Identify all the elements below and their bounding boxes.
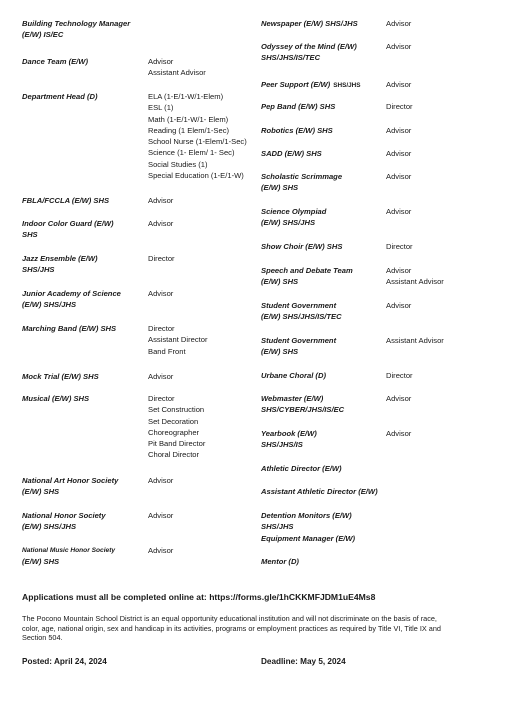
position-title-line: (E/W) SHS/JHS	[22, 300, 77, 310]
role-item: Set Decoration	[148, 416, 199, 426]
position-entry	[22, 218, 173, 241]
role-item: Director	[386, 371, 413, 380]
position-title	[261, 18, 386, 29]
role-item: Advisor	[386, 394, 412, 403]
role-item: Director	[386, 242, 413, 251]
position-entry	[261, 125, 411, 136]
position-roles	[386, 300, 411, 311]
position-entry	[261, 300, 411, 323]
position-roles	[148, 371, 173, 382]
position-title-line: (E/W) SHS	[261, 347, 299, 357]
position-title-line: (E/W) SHS/JHS	[261, 218, 316, 228]
role-item: Social Studies (1)	[148, 159, 208, 169]
position-title-line: Assistant Athletic Director (E/W)	[261, 487, 378, 496]
role-item: Advisor	[148, 219, 174, 228]
position-entry	[261, 393, 411, 416]
role-item: School Nurse (1-Elem/1-Sec)	[148, 137, 247, 147]
position-roles	[386, 79, 411, 90]
role-item: ELA (1-E/1-W/1-Elem)	[148, 92, 224, 101]
position-title	[261, 428, 386, 451]
position-entry	[261, 486, 386, 497]
position-entry	[261, 18, 411, 29]
position-title-line: Peer Support (E/W) SHS/JHS	[261, 80, 361, 89]
position-title	[261, 463, 386, 474]
position-title-line: FBLA/FCCLA (E/W) SHS	[22, 196, 110, 205]
position-title	[261, 125, 386, 136]
position-title-line: Odyssey of the Mind (E/W)	[261, 42, 357, 51]
position-entry	[261, 241, 413, 252]
position-title-line: SHS/JHS/IS	[261, 440, 303, 450]
role-item: Math (1-E/1-W/1- Elem)	[148, 114, 229, 124]
position-title-suffix: SHS/JHS	[333, 82, 361, 89]
position-title	[22, 288, 148, 311]
role-item: Assistant Director	[148, 335, 208, 345]
position-entry	[261, 335, 444, 358]
position-title-line: Robotics (E/W) SHS	[261, 126, 333, 135]
position-roles	[148, 545, 173, 556]
position-title	[22, 253, 148, 276]
position-title-line: Webmaster (E/W)	[261, 394, 324, 403]
position-entry	[22, 510, 173, 533]
position-title-line: Dance Team (E/W)	[22, 57, 88, 66]
position-title-line: Newspaper (E/W) SHS/JHS	[261, 19, 358, 28]
role-item: Advisor	[148, 372, 174, 381]
position-title-line: National Music Honor Society	[22, 547, 116, 554]
position-title-line: SHS/CYBER/JHS/IS/EC	[261, 405, 345, 415]
position-entry	[261, 533, 386, 544]
position-roles	[148, 323, 208, 357]
deadline-date: Deadline: May 5, 2024	[261, 657, 346, 666]
position-title	[261, 510, 386, 533]
position-entry	[22, 56, 206, 79]
position-title	[22, 475, 148, 498]
role-item: Director	[148, 254, 175, 263]
position-roles	[386, 125, 411, 136]
position-title	[261, 265, 386, 288]
position-entry	[22, 18, 148, 41]
position-title-line: Junior Academy of Science	[22, 289, 121, 298]
role-item: Choreographer	[148, 427, 200, 437]
position-title-line: Show Choir (E/W) SHS	[261, 242, 343, 251]
position-entry	[261, 510, 386, 533]
role-item: Advisor	[386, 207, 412, 216]
position-title-line: Student Government	[261, 336, 337, 345]
position-roles	[148, 91, 247, 181]
position-entry	[261, 428, 411, 451]
position-title	[261, 206, 386, 229]
position-title	[261, 370, 386, 381]
position-entry	[22, 195, 173, 206]
position-entry	[22, 323, 208, 357]
role-item: Advisor	[148, 476, 174, 485]
position-title	[22, 323, 148, 334]
position-entry	[22, 371, 173, 382]
position-roles	[148, 393, 205, 461]
position-roles	[386, 265, 444, 288]
position-entry	[22, 253, 175, 276]
role-item: Advisor	[386, 126, 412, 135]
role-item: Advisor	[386, 266, 412, 275]
position-entry	[261, 171, 411, 194]
position-roles	[148, 510, 173, 521]
position-roles	[386, 335, 444, 346]
position-title-line: Mentor (D)	[261, 557, 299, 566]
position-title-line: Musical (E/W) SHS	[22, 394, 90, 403]
role-item: Advisor	[386, 301, 412, 310]
role-item: Set Construction	[148, 405, 205, 415]
application-link[interactable]: https://forms.gle/1hCKKMFJDM1uE4Ms8	[209, 592, 376, 602]
position-title-line: Science Olympiad	[261, 207, 327, 216]
role-item: Advisor	[386, 149, 412, 158]
role-item: Advisor	[148, 196, 174, 205]
position-title-line: National Honor Society	[22, 511, 106, 520]
position-title-line: Mock Trial (E/W) SHS	[22, 372, 99, 381]
position-entry	[261, 79, 411, 91]
position-title-line: National Art Honor Society	[22, 476, 119, 485]
position-title-line: Speech and Debate Team	[261, 266, 353, 275]
position-roles	[386, 41, 411, 52]
role-item: Assistant Advisor	[386, 336, 444, 345]
role-item: Director	[148, 394, 175, 403]
position-title-line: (E/W) SHS/JHS	[22, 522, 77, 532]
position-title-line: Indoor Color Guard (E/W)	[22, 219, 114, 228]
role-item: Advisor	[386, 80, 412, 89]
role-item: Pit Band Director	[148, 439, 206, 449]
position-roles	[386, 171, 411, 182]
position-roles	[148, 218, 173, 229]
role-item: Assistant Advisor	[148, 68, 206, 78]
position-title	[261, 101, 386, 112]
role-item: Science (1- Elem/ 1- Sec)	[148, 148, 235, 158]
position-title-line: Jazz Ensemble (E/W)	[22, 254, 98, 263]
position-title	[261, 533, 386, 544]
position-title	[261, 171, 386, 194]
position-title	[22, 56, 148, 67]
role-item: Special Education (1-E/1-W)	[148, 171, 244, 181]
position-title	[261, 393, 386, 416]
position-title-line: (E/W) SHS	[261, 277, 299, 287]
position-roles	[148, 195, 173, 206]
role-item: ESL (1)	[148, 103, 174, 113]
role-item: Band Front	[148, 346, 186, 356]
position-title	[261, 79, 386, 91]
position-title	[22, 218, 148, 241]
role-item: Advisor	[386, 19, 412, 28]
position-title-line: Urbane Choral (D)	[261, 371, 326, 380]
position-roles	[148, 288, 173, 299]
position-title-line: Building Technology Manager	[22, 19, 131, 28]
role-item: Assistant Advisor	[386, 277, 444, 287]
role-item: Reading (1 Elem/1-Sec)	[148, 125, 230, 135]
posted-date: Posted: April 24, 2024	[22, 657, 107, 666]
role-item: Director	[386, 102, 413, 111]
position-title-line: Equipment Manager (E/W)	[261, 534, 356, 543]
position-title	[261, 486, 386, 497]
position-title-line: Detention Monitors (E/W) SHS/JHS	[261, 511, 352, 532]
position-roles	[386, 241, 413, 252]
position-entry	[22, 393, 205, 461]
role-item: Advisor	[148, 511, 174, 520]
position-title	[22, 195, 148, 206]
position-roles	[386, 206, 411, 217]
position-entry	[261, 265, 444, 288]
position-title-line: (E/W) IS/EC	[22, 30, 64, 40]
position-entry	[261, 463, 386, 474]
position-title-line: (E/W) SHS	[261, 183, 299, 193]
equal-opportunity-statement: The Pocono Mountain School District is an equal opportunity educational institution and will not discriminate on the basis of race, color, age, national origin, sex and handicap in its activities, programs or employment practices as required by Title VI, Title IX and Section 504.	[22, 614, 441, 643]
position-roles	[148, 253, 175, 264]
position-roles	[386, 370, 413, 381]
position-title-line: Scholastic Scrimmage	[261, 172, 343, 181]
position-roles	[386, 393, 411, 404]
position-title	[22, 545, 148, 568]
position-title	[261, 556, 386, 567]
position-title	[261, 335, 386, 358]
role-item: Advisor	[386, 172, 412, 181]
position-roles	[386, 428, 411, 439]
position-roles	[148, 475, 173, 486]
position-entry	[261, 556, 386, 567]
position-entry	[22, 545, 173, 568]
role-item: Advisor	[148, 546, 174, 555]
role-item: Director	[148, 324, 175, 333]
position-title-line: SHS/JHS	[22, 265, 55, 275]
position-title	[22, 18, 148, 41]
position-title-line: Yearbook (E/W)	[261, 429, 317, 438]
position-title-line: Athletic Director (E/W)	[261, 464, 342, 473]
position-title-line: SADD (E/W) SHS	[261, 149, 322, 158]
position-title-line: Marching Band (E/W) SHS	[22, 324, 117, 333]
position-roles	[386, 101, 413, 112]
position-title	[261, 241, 386, 252]
position-title	[261, 41, 386, 64]
position-title-line: Student Government	[261, 301, 337, 310]
position-title	[22, 393, 148, 404]
position-entry	[22, 91, 247, 181]
role-item: Advisor	[148, 289, 174, 298]
position-title-line: Department Head (D)	[22, 92, 98, 101]
application-text: Applications must all be completed online at:	[22, 592, 207, 602]
position-entry	[261, 370, 413, 381]
role-item: Choral Director	[148, 450, 200, 460]
position-title	[22, 510, 148, 533]
position-title-line: SHS	[22, 230, 38, 240]
position-title-line: SHS/JHS/IS/TEC	[261, 53, 321, 63]
position-entry	[261, 101, 413, 112]
role-item: Advisor	[386, 429, 412, 438]
position-title-line: (E/W) SHS	[22, 557, 60, 567]
position-entry	[261, 206, 411, 229]
position-title	[22, 91, 148, 102]
role-item: Advisor	[386, 42, 412, 51]
position-title	[261, 148, 386, 159]
position-title	[22, 371, 148, 382]
role-item: Advisor	[148, 57, 174, 66]
position-entry	[22, 475, 173, 498]
position-roles	[386, 148, 411, 159]
position-roles	[148, 56, 206, 79]
position-entry	[261, 148, 411, 159]
position-title-line: Pep Band (E/W) SHS	[261, 102, 336, 111]
position-entry	[22, 288, 173, 311]
position-title	[261, 300, 386, 323]
application-instructions	[22, 592, 375, 602]
position-title-line: (E/W) SHS	[22, 487, 60, 497]
position-entry	[261, 41, 411, 64]
position-roles	[386, 18, 411, 29]
position-title-line: (E/W) SHS/JHS/IS/TEC	[261, 312, 342, 322]
